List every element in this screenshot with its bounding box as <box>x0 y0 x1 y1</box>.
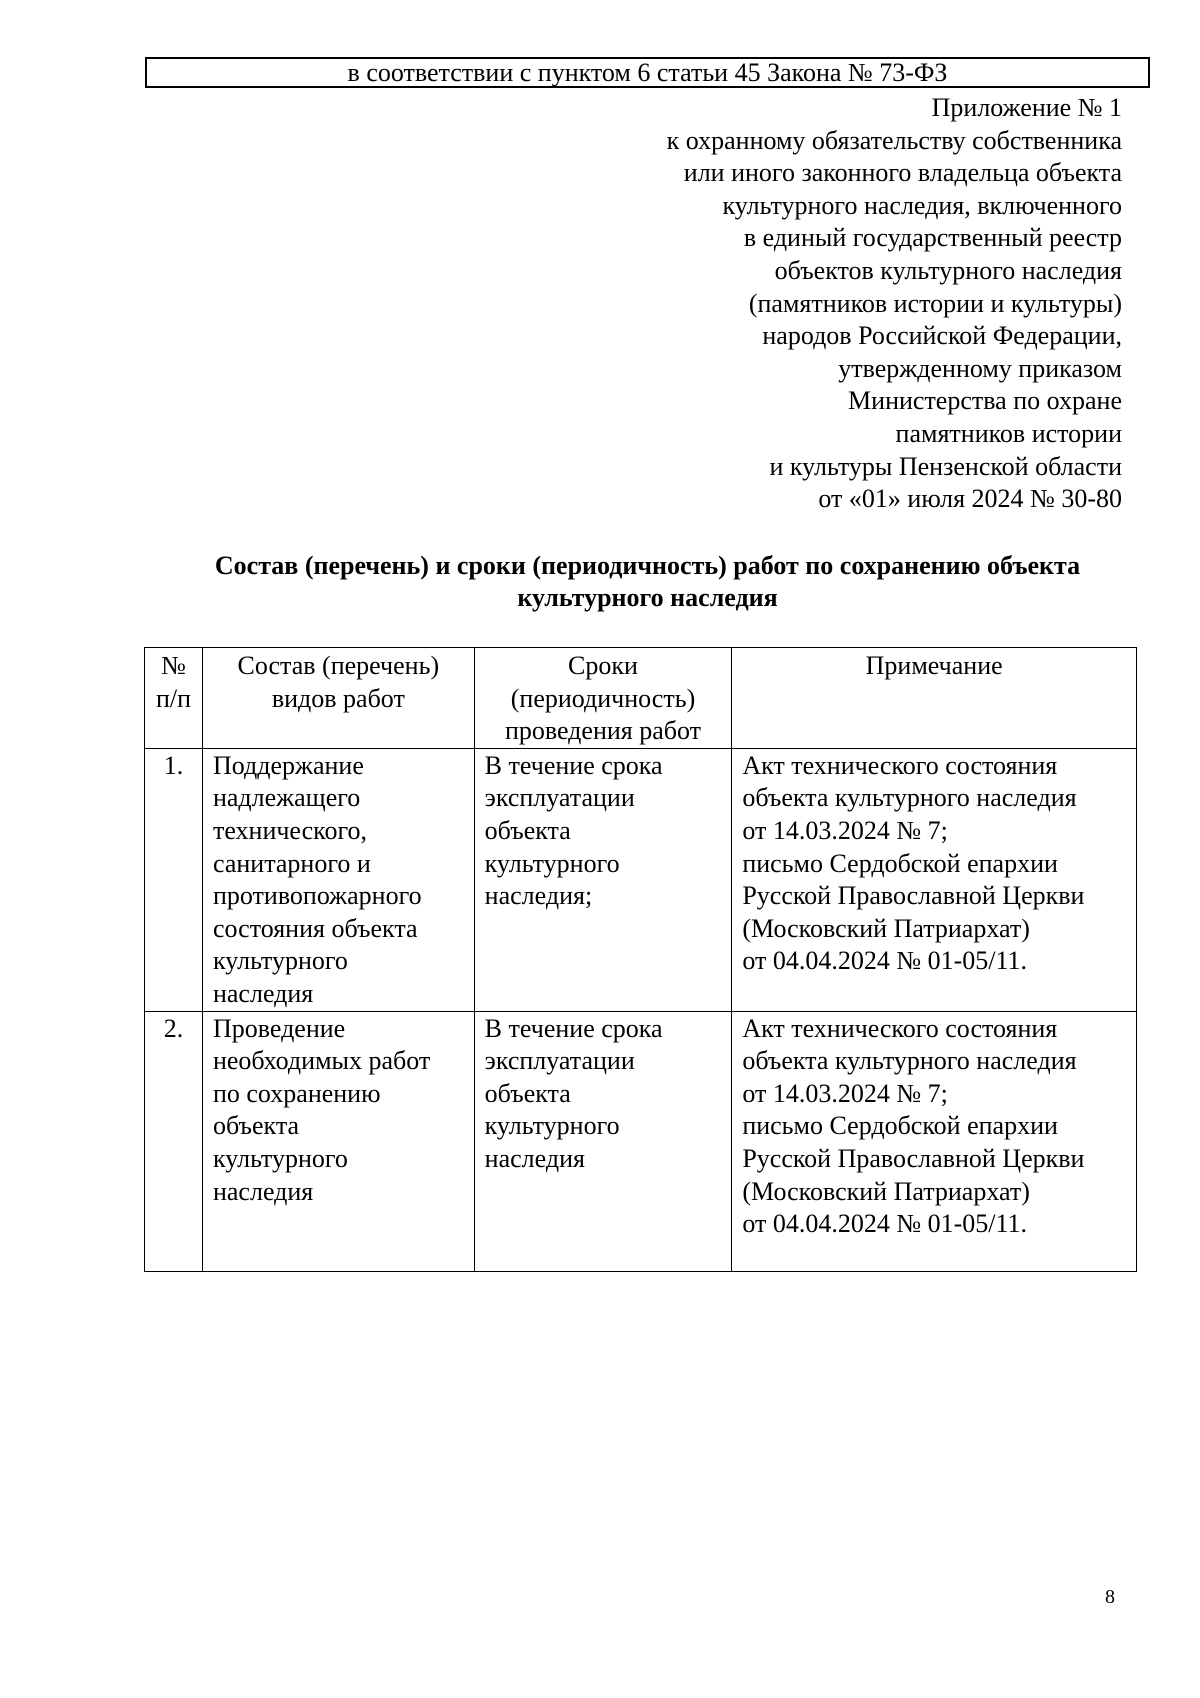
header-line: Сроки <box>568 651 638 680</box>
appendix-line: (памятников истории и культуры) <box>748 288 1122 318</box>
appendix-line: утвержденному приказом <box>838 353 1122 383</box>
appendix-line: или иного законного владельца объекта <box>683 158 1122 188</box>
cell-line: противопожарного <box>212 881 422 911</box>
cell-line: от 04.04.2024 № 01-05/11. <box>742 1209 1028 1239</box>
cell-line: (Московский Патриархат) <box>742 913 1030 943</box>
cell-line: объекта культурного наследия <box>742 1046 1077 1076</box>
page-number: 8 <box>1105 1586 1115 1608</box>
row-note <box>732 748 1137 1011</box>
appendix-line: памятников истории <box>895 418 1122 448</box>
cell-line: эксплуатации <box>484 1046 635 1076</box>
cell-line: Русской Православной Церкви <box>742 1143 1085 1173</box>
cell-line: объекта <box>484 1078 571 1108</box>
header-line: видов работ <box>271 683 405 713</box>
header-line: проведения работ <box>504 716 702 746</box>
cell-line: наследия <box>484 1143 585 1173</box>
cell-line: Поддержание <box>212 750 364 780</box>
document-title-line: культурного наследия <box>517 583 778 612</box>
cell-line: необходимых работ <box>212 1046 431 1076</box>
cell-line: надлежащего <box>212 783 361 813</box>
cell-line: культурного <box>212 1143 348 1173</box>
table-row <box>145 1011 1137 1271</box>
appendix-line: народов Российской Федерации, <box>762 321 1122 351</box>
appendix-line: Министерства по охране <box>848 386 1122 416</box>
appendix-caption <box>422 92 1122 516</box>
cell-line: В течение срока <box>484 750 663 780</box>
header-line: Примечание <box>865 651 1003 680</box>
appendix-line: в единый государственный реестр <box>743 223 1122 253</box>
row-note <box>732 1011 1137 1271</box>
cell-line: от 14.03.2024 № 7; <box>742 815 948 845</box>
document-title-line: Состав (перечень) и сроки (периодичность) работ по сохранению объекта <box>214 551 1081 580</box>
header-line: № <box>161 651 186 680</box>
appendix-line: к охранному обязательству собственника <box>666 125 1122 155</box>
row-number: 1. <box>145 748 203 1011</box>
appendix-line: объектов культурного наследия <box>774 255 1122 285</box>
appendix-line: Приложение № 1 <box>931 93 1122 122</box>
header-work-list <box>202 648 474 749</box>
appendix-line: от «01» июля 2024 № 30-80 <box>818 484 1122 514</box>
cell-line: письмо Сердобской епархии <box>742 848 1058 878</box>
cell-line: наследия <box>212 978 314 1008</box>
row-term <box>474 1011 732 1271</box>
table-header-row <box>145 648 1137 749</box>
cell-line: от 14.03.2024 № 7; <box>742 1078 948 1108</box>
document-title <box>145 550 1150 614</box>
cell-line: Проведение <box>212 1013 346 1043</box>
header-note <box>732 648 1137 749</box>
legal-basis-note: в соответствии с пунктом 6 статьи 45 Закона № 73-ФЗ <box>145 57 1150 88</box>
cell-line: культурного <box>212 946 348 976</box>
works-table <box>144 647 1137 1272</box>
cell-line: наследия <box>212 1176 314 1206</box>
cell-line: В течение срока <box>484 1013 663 1043</box>
header-line: Состав (перечень) <box>237 651 440 680</box>
row-number: 2. <box>145 1011 203 1271</box>
appendix-line: и культуры Пензенской области <box>769 451 1122 481</box>
header-number <box>145 648 203 749</box>
table-row <box>145 748 1137 1011</box>
header-line: п/п <box>155 683 192 713</box>
cell-line: Акт технического состояния <box>742 1013 1058 1043</box>
cell-line: культурного <box>484 848 620 878</box>
row-term <box>474 748 732 1011</box>
cell-line: объекта <box>212 1111 300 1141</box>
cell-line: состояния объекта <box>212 913 418 943</box>
cell-line: объекта <box>484 815 571 845</box>
cell-line: Русской Православной Церкви <box>742 881 1085 911</box>
cell-line: письмо Сердобской епархии <box>742 1111 1058 1141</box>
cell-line: эксплуатации <box>484 783 635 813</box>
cell-line: Акт технического состояния <box>742 750 1058 780</box>
row-work <box>202 1011 474 1271</box>
cell-line: технического, <box>212 815 367 845</box>
cell-line: от 04.04.2024 № 01-05/11. <box>742 946 1028 976</box>
header-line: (периодичность) <box>510 683 696 713</box>
cell-line: культурного <box>484 1111 620 1141</box>
cell-line: (Московский Патриархат) <box>742 1176 1030 1206</box>
header-terms <box>474 648 732 749</box>
appendix-line: культурного наследия, включенного <box>722 190 1122 220</box>
cell-line: объекта культурного наследия <box>742 783 1077 813</box>
cell-line: санитарного и <box>212 848 371 878</box>
cell-line: наследия; <box>484 881 593 911</box>
row-work <box>202 748 474 1011</box>
cell-line: по сохранению <box>212 1078 381 1108</box>
